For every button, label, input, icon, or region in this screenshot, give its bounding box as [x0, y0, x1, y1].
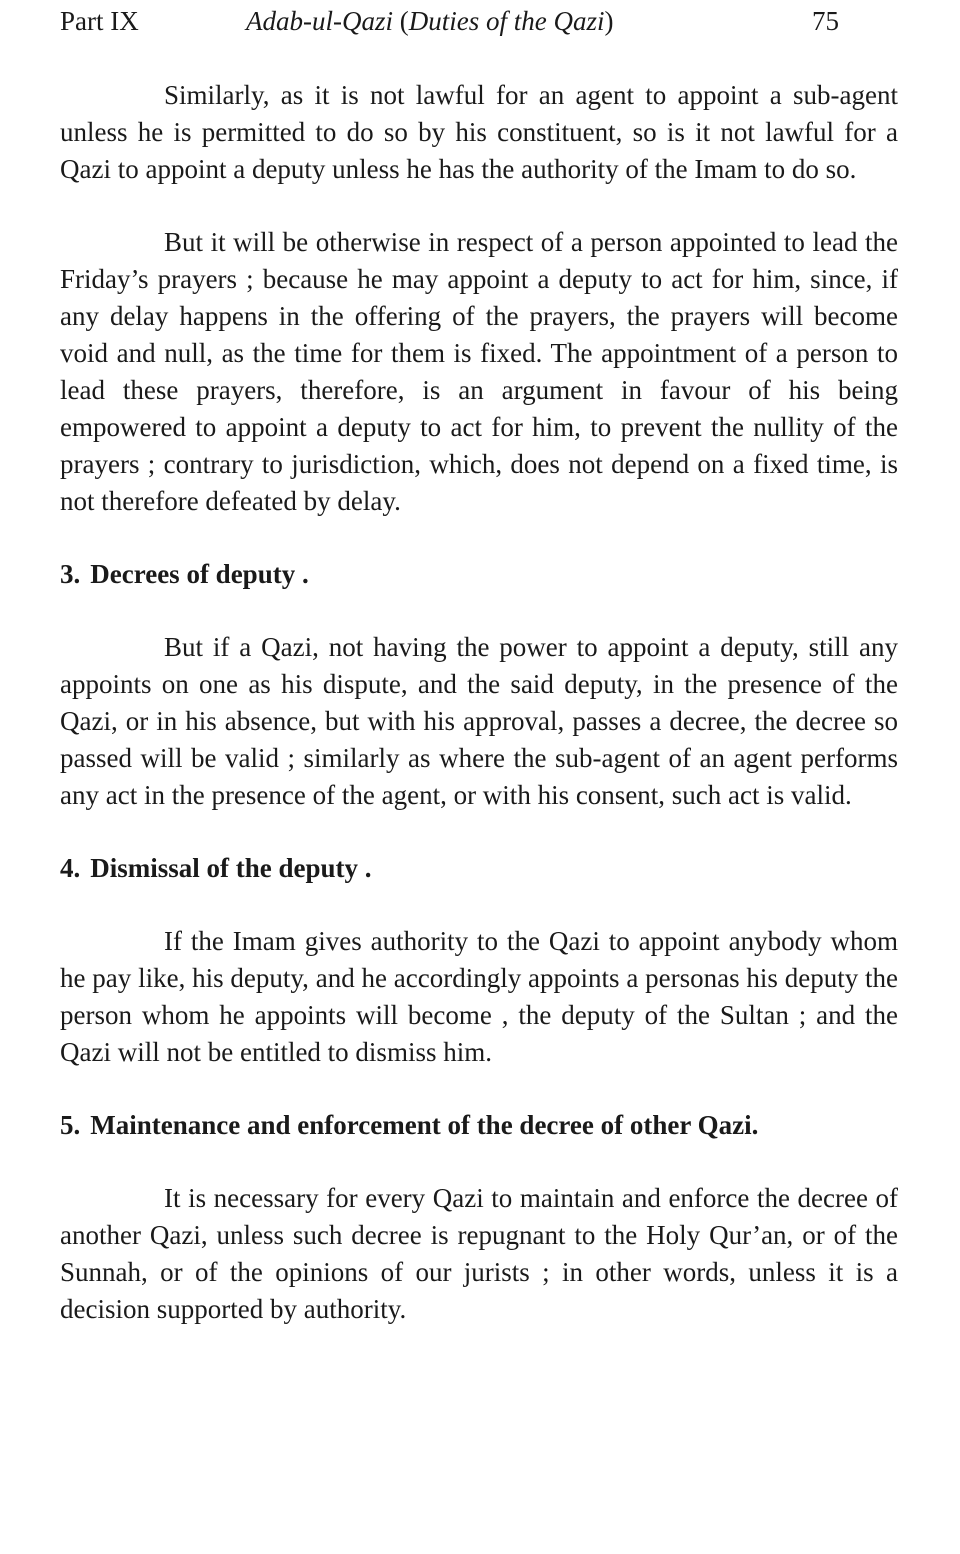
document-page — [60, 0, 898, 1328]
paragraph-friday-prayers: But it will be otherwise in respect of a person appointed to lead the Friday’s prayers ; because he may appoint a deputy to act for him, since, if any delay happens in the offering of the prayers, the prayers will become void and null, as the time for them is fixed. The appointment of a person to lead these prayers, therefore, is an argument in favour of his being empowered to appoint a deputy to act for him, to prevent the nullity of the prayers ; contrary to jurisdiction, which, does not depend on a fixed time, is not therefore defeated by delay. — [60, 227, 898, 516]
section-body-decrees: But if a Qazi, not having the power to appoint a deputy, still any appoints on one as his dispute, and the said deputy, in the presence of the Qazi, or in his absence, but with his approval, passes a decree, the decree so passed will be valid ; similarly as where the sub-agent of an agent performs any act in the presence of the agent, or with his consent, such act is valid. — [60, 632, 898, 810]
section-heading-maintenance — [60, 1107, 898, 1144]
section-body-maintenance: It is necessary for every Qazi to maintain and enforce the decree of another Qazi, unless such decree is repugnant to the Holy Qur’an, or of the Sunnah, or of the opinions of our jurists ; in other words, unless it is a decision supported by authority. — [60, 1183, 898, 1324]
header-part-label: Part IX — [60, 6, 139, 36]
paragraph-sub-agent: Similarly, as it is not lawful for an agent to appoint a sub-agent unless he is permitted to do so by his constituent, so is it not lawful for a Qazi to appoint a deputy unless he has the authority of the Imam to do so. — [60, 80, 898, 184]
section-number: 5. — [60, 1110, 81, 1140]
section-title: Dismissal of the deputy . — [90, 853, 372, 883]
header-book-title — [246, 6, 613, 37]
section-number: 3. — [60, 559, 81, 589]
section-heading-dismissal — [60, 850, 898, 887]
running-header — [60, 0, 898, 44]
header-paren-close: ) — [604, 6, 614, 36]
header-title-main: Adab-ul-Qazi — [246, 6, 393, 36]
header-title-sub: Duties of the Qazi — [408, 6, 605, 36]
section-body-dismissal: If the Imam gives authority to the Qazi to appoint anybody whom he pay like, his deputy, and he accordingly appoints a personas his deputy the person whom he appoints will become , the deputy of the Sultan ; and the Qazi will not be entitled to dismiss him. — [60, 926, 898, 1067]
header-page-number: 75 — [812, 6, 839, 36]
section-title: Maintenance and enforcement of the decree of other Qazi. — [90, 1110, 759, 1140]
section-number: 4. — [60, 853, 81, 883]
section-title: Decrees of deputy . — [90, 559, 309, 589]
section-heading-decrees — [60, 556, 898, 593]
header-paren-open: ( — [392, 6, 409, 36]
